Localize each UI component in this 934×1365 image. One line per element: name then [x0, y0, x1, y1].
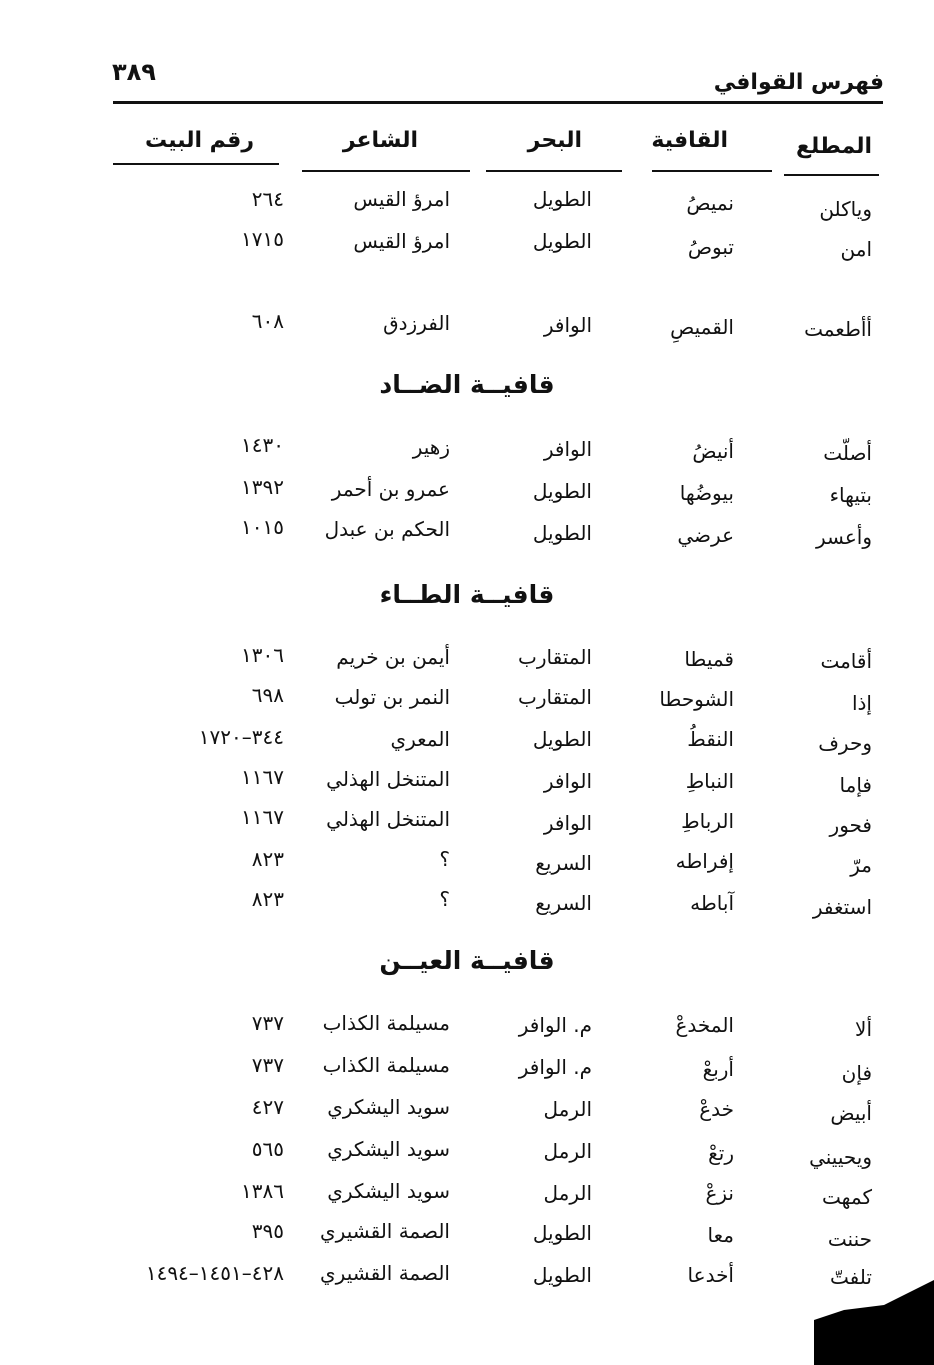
matla-cell: امن [840, 237, 872, 261]
running-title: فهرس القوافي [713, 70, 884, 95]
header-rule-matla [784, 174, 879, 176]
matla-cell: وأعسر [815, 525, 872, 549]
header-rule-qafia [652, 170, 772, 172]
matla-cell: ويحييني [809, 1145, 872, 1169]
qafia-cell: بيوضُها [679, 481, 734, 505]
bahr-cell: الرمل [543, 1181, 592, 1205]
top-rule [113, 101, 883, 104]
shaer-cell: الحكم بن عبدل [324, 517, 450, 541]
matla-cell: أبيض [830, 1101, 872, 1125]
header-rule-shaer [302, 170, 470, 172]
shaer-cell: الصمة القشيري [320, 1219, 450, 1243]
bayt-cell: ١١٦٧ [241, 765, 284, 789]
qafia-cell: النباطِ [685, 769, 734, 793]
bayt-cell: ١٣٠٦ [241, 643, 284, 667]
shaer-cell: الصمة القشيري [320, 1261, 450, 1285]
qafia-cell: عرضي [677, 523, 734, 547]
column-header-shaer: الشاعر [342, 128, 418, 153]
bahr-cell: الطويل [532, 727, 592, 751]
bahr-cell: السريع [535, 891, 592, 915]
qafia-cell: الرباطِ [681, 809, 734, 833]
header-rule-bayt [113, 163, 279, 165]
matla-cell: وياكلن [819, 197, 872, 221]
shaer-cell: امرؤ القيس [353, 187, 450, 211]
bahr-cell: الوافر [543, 313, 592, 337]
bayt-cell: ٧٣٧ [251, 1053, 284, 1077]
bayt-cell: ٢٦٤ [251, 187, 284, 211]
qafia-cell: آباطه [690, 891, 734, 915]
qafia-cell: أخدعا [687, 1263, 734, 1287]
bahr-cell: الطويل [532, 1221, 592, 1245]
section-heading-ayn: قافيــة العيــن [379, 946, 555, 975]
bahr-cell: السريع [535, 851, 592, 875]
bahr-cell: الرمل [543, 1139, 592, 1163]
qafia-cell: أنيضُ [692, 439, 734, 463]
shaer-cell: زهير [412, 435, 450, 459]
qafia-cell: المخدعْ [675, 1013, 734, 1037]
qafia-cell: نميصُ [686, 191, 734, 215]
column-header-bayt: رقم البيت [144, 128, 254, 153]
shaer-cell: أيمن بن خريم [336, 645, 450, 669]
header-rule-bahr [486, 170, 622, 172]
bahr-cell: الطويل [532, 479, 592, 503]
shaer-cell: النمر بن تولب [334, 685, 450, 709]
bahr-cell: م. الوافر [518, 1013, 592, 1037]
bahr-cell: المتقارب [518, 645, 592, 669]
bahr-cell: الوافر [543, 437, 592, 461]
bahr-cell: م. الوافر [518, 1055, 592, 1079]
shaer-cell: الفرزدق [383, 311, 450, 335]
matla-cell: فحور [829, 813, 872, 837]
qafia-cell: تبوصُ [687, 235, 734, 259]
bahr-cell: الطويل [532, 187, 592, 211]
qafia-cell: نزعْ [705, 1181, 734, 1205]
shaer-cell: المتنخل الهذلي [326, 807, 450, 831]
scan-corner-mark [814, 1280, 934, 1365]
matla-cell: أقامت [820, 649, 872, 673]
shaer-cell: مسيلمة الكذاب [322, 1011, 450, 1035]
qafia-cell: القميصِ [670, 315, 734, 339]
bayt-cell: ٣٤٤–١٧٢٠ [198, 725, 284, 749]
bayt-cell: ٦٠٨ [251, 309, 284, 333]
bayt-cell: ١٣٨٦ [241, 1179, 284, 1203]
matla-cell: تلفتّ [830, 1265, 872, 1289]
matla-cell: كمهت [822, 1185, 872, 1209]
bayt-cell: ١٠١٥ [241, 515, 284, 539]
bayt-cell: ٨٢٣ [251, 887, 284, 911]
matla-cell: مرّ [850, 853, 872, 877]
qafia-cell: النقطُ [687, 727, 734, 751]
qafia-cell: معا [707, 1223, 734, 1247]
bayt-cell: ٦٩٨ [251, 683, 284, 707]
shaer-cell: امرؤ القيس [353, 229, 450, 253]
matla-cell: بتيهاء [829, 483, 872, 507]
bayt-cell: ٥٦٥ [251, 1137, 284, 1161]
bayt-cell: ٤٢٧ [251, 1095, 284, 1119]
shaer-cell: مسيلمة الكذاب [322, 1053, 450, 1077]
bayt-cell: ١١٦٧ [241, 805, 284, 829]
matla-cell: أأطعمت [804, 317, 872, 341]
bahr-cell: الطويل [532, 229, 592, 253]
bahr-cell: الرمل [543, 1097, 592, 1121]
matla-cell: إذا [851, 691, 872, 715]
bahr-cell: الطويل [532, 521, 592, 545]
column-header-matla: المطلع [796, 134, 872, 159]
matla-cell: أصلّت [823, 441, 872, 465]
bahr-cell: المتقارب [518, 685, 592, 709]
shaer-cell: سويد اليشكري [327, 1137, 450, 1161]
matla-cell: وحرف [818, 731, 872, 755]
bayt-cell: ٧٣٧ [251, 1011, 284, 1035]
section-heading-dad: قافيــة الضــاد [379, 370, 555, 399]
matla-cell: استغفر [812, 895, 872, 919]
column-header-qafia: القافية [651, 128, 728, 153]
qafia-cell: خدعْ [699, 1097, 734, 1121]
bayt-cell: ٣٩٥ [251, 1219, 284, 1243]
matla-cell: فإن [841, 1061, 872, 1085]
shaer-cell: المعري [390, 727, 450, 751]
shaer-cell: ؟ [439, 847, 450, 871]
bayt-cell: ٨٢٣ [251, 847, 284, 871]
shaer-cell: سويد اليشكري [327, 1095, 450, 1119]
qafia-cell: الشوحطا [659, 687, 734, 711]
bayt-cell: ١٤٣٠ [241, 433, 284, 457]
matla-cell: حننت [827, 1227, 872, 1251]
shaer-cell: سويد اليشكري [327, 1179, 450, 1203]
bayt-cell: ١٧١٥ [241, 227, 284, 251]
bahr-cell: الوافر [543, 811, 592, 835]
qafia-cell: أربعْ [702, 1057, 734, 1081]
shaer-cell: المتنخل الهذلي [326, 767, 450, 791]
matla-cell: فإما [839, 773, 872, 797]
bahr-cell: الطويل [532, 1263, 592, 1287]
bayt-cell: ١٣٩٢ [241, 475, 284, 499]
matla-cell: ألا [855, 1017, 872, 1041]
shaer-cell: ؟ [439, 887, 450, 911]
section-heading-ta: قافيــة الطــاء [379, 580, 555, 609]
column-header-bahr: البحر [527, 128, 582, 153]
bahr-cell: الوافر [543, 769, 592, 793]
qafia-cell: قميطا [684, 647, 734, 671]
bayt-cell: ٤٢٨–١٤٥١–١٤٩٤ [145, 1261, 284, 1285]
qafia-cell: إفراطه [675, 849, 734, 873]
qafia-cell: رتعْ [708, 1141, 734, 1165]
shaer-cell: عمرو بن أحمر [331, 477, 450, 501]
page-number: ٣٨٩ [112, 58, 156, 86]
